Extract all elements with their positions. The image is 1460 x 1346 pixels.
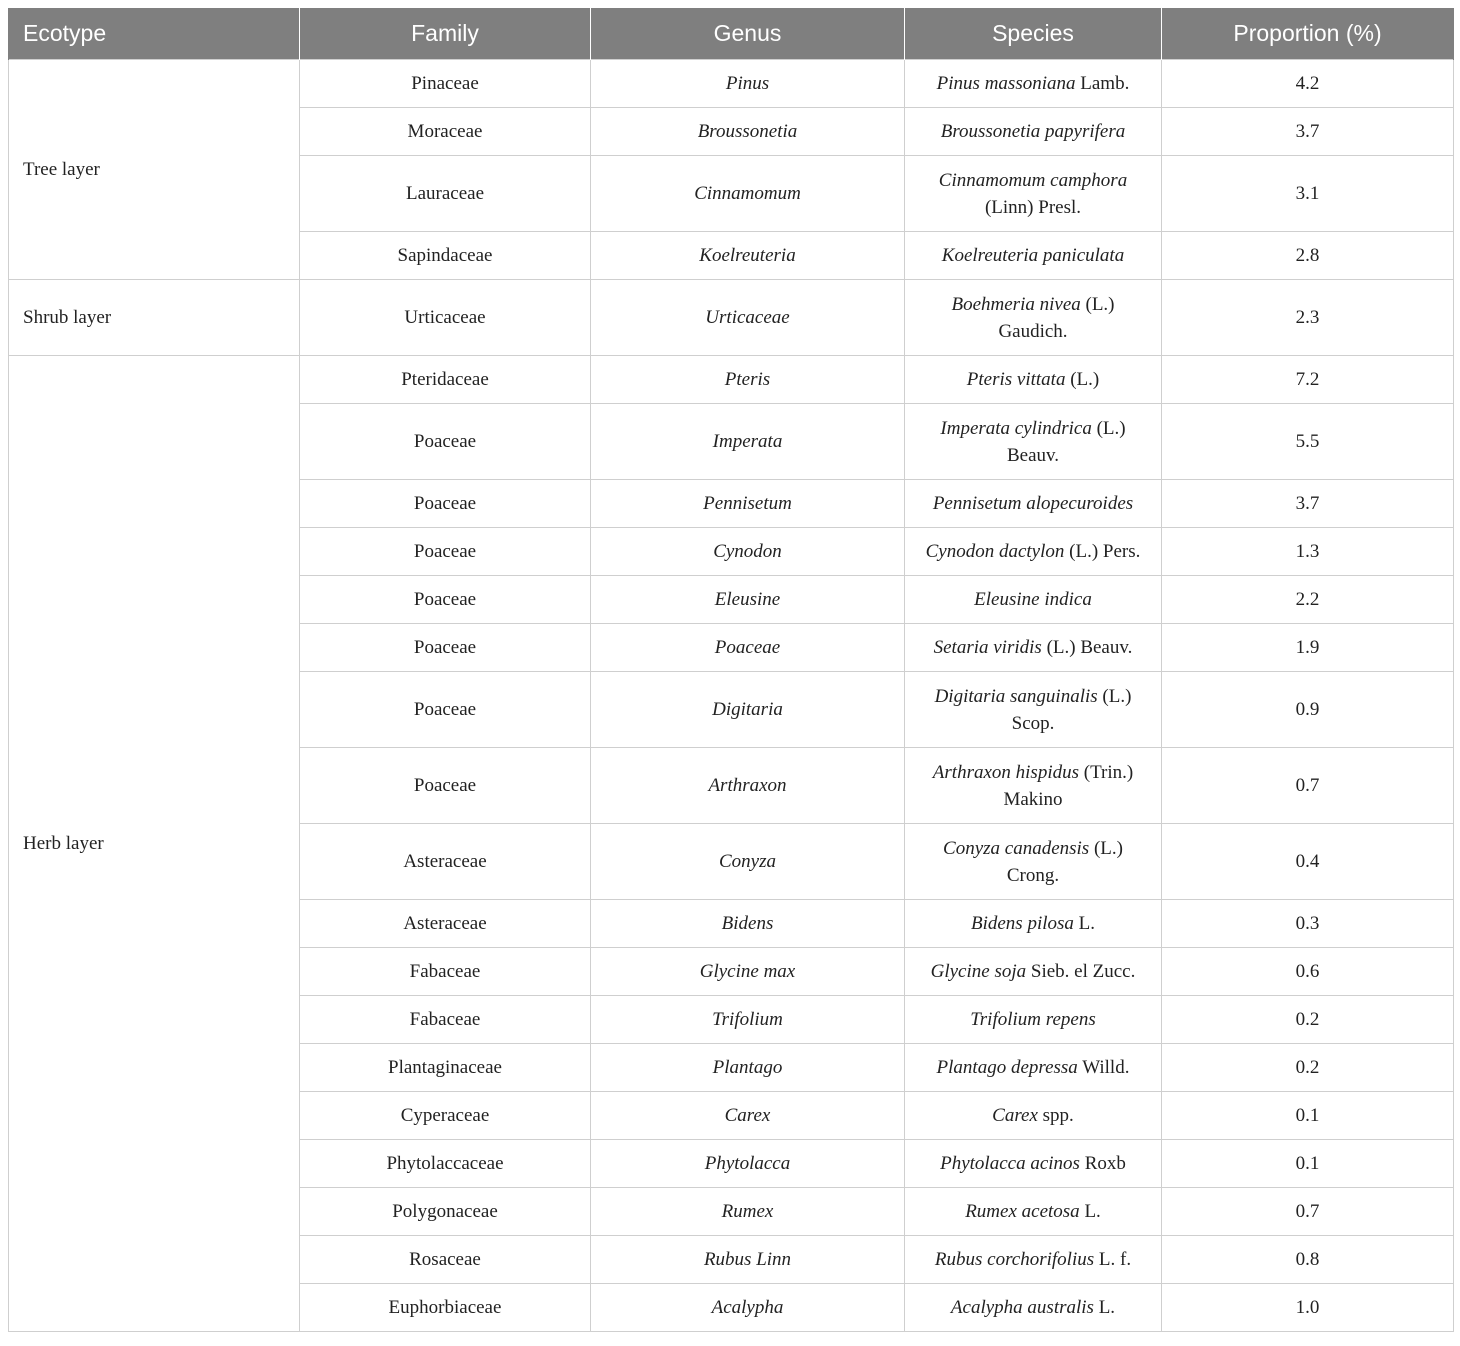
species-name: Glycine soja [930, 961, 1027, 982]
species-cell [905, 1140, 1162, 1188]
species-cell [905, 672, 1162, 748]
species-cell [905, 1044, 1162, 1092]
proportion-cell: 0.1 [1162, 1140, 1454, 1188]
genus-cell: Rumex [591, 1188, 905, 1236]
species-cell [905, 232, 1162, 280]
species-name: Setaria viridis [933, 637, 1042, 658]
header-family: Family [300, 8, 591, 60]
species-authority: L. [1073, 913, 1096, 934]
proportion-cell: 0.3 [1162, 900, 1454, 948]
header-species: Species [905, 8, 1162, 60]
species-name: Pennisetum alopecuroides [932, 493, 1134, 514]
species-cell [905, 108, 1162, 156]
species-name: Eleusine indica [974, 589, 1092, 610]
family-cell: Moraceae [300, 108, 591, 156]
proportion-cell: 1.3 [1162, 528, 1454, 576]
species-cell [905, 1092, 1162, 1140]
proportion-cell: 3.7 [1162, 480, 1454, 528]
species-cell [905, 900, 1162, 948]
species-name: Arthraxon hispidus [932, 761, 1079, 783]
species-name: Koelreuteria paniculata [941, 245, 1125, 266]
species-cell [905, 996, 1162, 1044]
species-name: Imperata cylindrica [940, 417, 1092, 439]
proportion-cell: 5.5 [1162, 404, 1454, 480]
proportion-cell: 1.9 [1162, 624, 1454, 672]
family-cell: Asteraceae [300, 900, 591, 948]
proportion-cell: 0.7 [1162, 1188, 1454, 1236]
proportion-cell: 0.4 [1162, 824, 1454, 900]
family-cell: Poaceae [300, 528, 591, 576]
species-cell [905, 356, 1162, 404]
genus-cell: Pennisetum [591, 480, 905, 528]
species-cell [905, 60, 1162, 108]
genus-cell: Cinnamomum [591, 156, 905, 232]
species-authority: (L.) [1089, 837, 1123, 859]
species-name: Trifolium repens [970, 1009, 1096, 1030]
family-cell: Euphorbiaceae [300, 1284, 591, 1332]
species-authority-line2: (Linn) Presl. [984, 196, 1082, 218]
family-cell: Poaceae [300, 480, 591, 528]
species-authority: (L.) [1080, 293, 1115, 315]
table-row [9, 60, 1454, 108]
species-cell [905, 1188, 1162, 1236]
species-authority: (L.) [1097, 685, 1132, 707]
species-name: Phytolacca acinos [940, 1153, 1080, 1174]
header-row [9, 8, 1454, 60]
header-ecotype: Ecotype [9, 8, 300, 60]
species-name: Rumex acetosa [965, 1201, 1080, 1222]
species-authority: (L.) Beauv. [1041, 637, 1133, 658]
proportion-cell: 0.1 [1162, 1092, 1454, 1140]
ecotype-cell-herb: Herb layer [9, 356, 300, 1332]
proportion-cell: 3.7 [1162, 108, 1454, 156]
family-cell: Polygonaceae [300, 1188, 591, 1236]
species-cell [905, 824, 1162, 900]
species-name: Broussonetia papyrifera [940, 121, 1126, 142]
species-cell [905, 1284, 1162, 1332]
table-row [9, 280, 1454, 356]
species-authority-line2: Scop. [1011, 712, 1055, 734]
genus-cell: Conyza [591, 824, 905, 900]
proportion-cell: 7.2 [1162, 356, 1454, 404]
species-authority-line2: Crong. [1006, 864, 1060, 886]
ecotype-cell-shrub: Shrub layer [9, 280, 300, 356]
genus-cell: Plantago [591, 1044, 905, 1092]
species-authority-line2: Makino [1003, 788, 1063, 810]
proportion-cell: 4.2 [1162, 60, 1454, 108]
family-cell: Lauraceae [300, 156, 591, 232]
species-name: Bidens pilosa [970, 913, 1074, 934]
genus-cell: Rubus Linn [591, 1236, 905, 1284]
family-cell: Poaceae [300, 404, 591, 480]
family-cell: Fabaceae [300, 948, 591, 996]
species-authority: L. f. [1094, 1249, 1132, 1270]
genus-cell: Glycine max [591, 948, 905, 996]
family-cell: Asteraceae [300, 824, 591, 900]
species-authority: L. [1093, 1297, 1116, 1318]
family-cell: Poaceae [300, 576, 591, 624]
genus-cell: Poaceae [591, 624, 905, 672]
family-cell: Poaceae [300, 748, 591, 824]
species-name: Cynodon dactylon [925, 541, 1065, 562]
species-name: Pteris vittata [966, 369, 1066, 390]
species-authority: (L.) [1065, 369, 1100, 390]
species-cell [905, 280, 1162, 356]
species-authority: L. [1079, 1201, 1101, 1222]
genus-cell: Pinus [591, 60, 905, 108]
genus-cell: Pteris [591, 356, 905, 404]
proportion-cell: 0.6 [1162, 948, 1454, 996]
proportion-cell: 0.2 [1162, 1044, 1454, 1092]
proportion-cell: 2.2 [1162, 576, 1454, 624]
proportion-cell: 0.2 [1162, 996, 1454, 1044]
genus-cell: Acalypha [591, 1284, 905, 1332]
species-authority: (Trin.) [1079, 761, 1134, 783]
species-cell [905, 156, 1162, 232]
species-cell [905, 1236, 1162, 1284]
family-cell: Sapindaceae [300, 232, 591, 280]
genus-cell: Koelreuteria [591, 232, 905, 280]
species-authority: Willd. [1077, 1057, 1130, 1078]
genus-cell: Imperata [591, 404, 905, 480]
species-name: Carex [992, 1105, 1038, 1126]
species-cell [905, 528, 1162, 576]
genus-cell: Phytolacca [591, 1140, 905, 1188]
species-authority-line2: Beauv. [1006, 444, 1060, 466]
family-cell: Phytolaccaceae [300, 1140, 591, 1188]
species-cell [905, 404, 1162, 480]
header-proportion: Proportion (%) [1162, 8, 1454, 60]
genus-cell: Eleusine [591, 576, 905, 624]
species-authority: spp. [1037, 1105, 1074, 1126]
header-genus: Genus [591, 8, 905, 60]
species-name: Acalypha australis [950, 1297, 1094, 1318]
species-table [8, 8, 1454, 1332]
family-cell: Rosaceae [300, 1236, 591, 1284]
genus-cell: Broussonetia [591, 108, 905, 156]
table-row [9, 356, 1454, 404]
genus-cell: Trifolium [591, 996, 905, 1044]
family-cell: Pinaceae [300, 60, 591, 108]
species-name: Conyza canadensis [943, 837, 1090, 859]
proportion-cell: 2.3 [1162, 280, 1454, 356]
species-name: Plantago depressa [936, 1057, 1078, 1078]
species-cell [905, 480, 1162, 528]
genus-cell: Urticaceae [591, 280, 905, 356]
species-authority: Lamb. [1075, 73, 1130, 94]
species-authority: (L.) Pers. [1064, 541, 1141, 562]
species-name: Boehmeria nivea [951, 293, 1081, 315]
family-cell: Poaceae [300, 672, 591, 748]
family-cell: Plantaginaceae [300, 1044, 591, 1092]
proportion-cell: 1.0 [1162, 1284, 1454, 1332]
family-cell: Urticaceae [300, 280, 591, 356]
proportion-cell: 2.8 [1162, 232, 1454, 280]
family-cell: Pteridaceae [300, 356, 591, 404]
ecotype-cell-tree: Tree layer [9, 60, 300, 280]
species-cell [905, 748, 1162, 824]
species-name: Cinnamomum camphora [938, 169, 1128, 191]
genus-cell: Digitaria [591, 672, 905, 748]
family-cell: Poaceae [300, 624, 591, 672]
proportion-cell: 3.1 [1162, 156, 1454, 232]
family-cell: Fabaceae [300, 996, 591, 1044]
table-body [9, 60, 1454, 1332]
proportion-cell: 0.7 [1162, 748, 1454, 824]
species-authority: Roxb [1079, 1153, 1126, 1174]
proportion-cell: 0.8 [1162, 1236, 1454, 1284]
species-authority: (L.) [1091, 417, 1126, 439]
species-authority: Sieb. el Zucc. [1026, 961, 1136, 982]
genus-cell: Bidens [591, 900, 905, 948]
genus-cell: Arthraxon [591, 748, 905, 824]
species-name: Digitaria sanguinalis [934, 685, 1098, 707]
species-name: Pinus massoniana [936, 73, 1076, 94]
species-authority-line2: Gaudich. [998, 320, 1068, 342]
genus-cell: Carex [591, 1092, 905, 1140]
species-cell [905, 576, 1162, 624]
species-name: Rubus corchorifolius [934, 1249, 1095, 1270]
genus-cell: Cynodon [591, 528, 905, 576]
proportion-cell: 0.9 [1162, 672, 1454, 748]
species-cell [905, 624, 1162, 672]
species-cell [905, 948, 1162, 996]
family-cell: Cyperaceae [300, 1092, 591, 1140]
